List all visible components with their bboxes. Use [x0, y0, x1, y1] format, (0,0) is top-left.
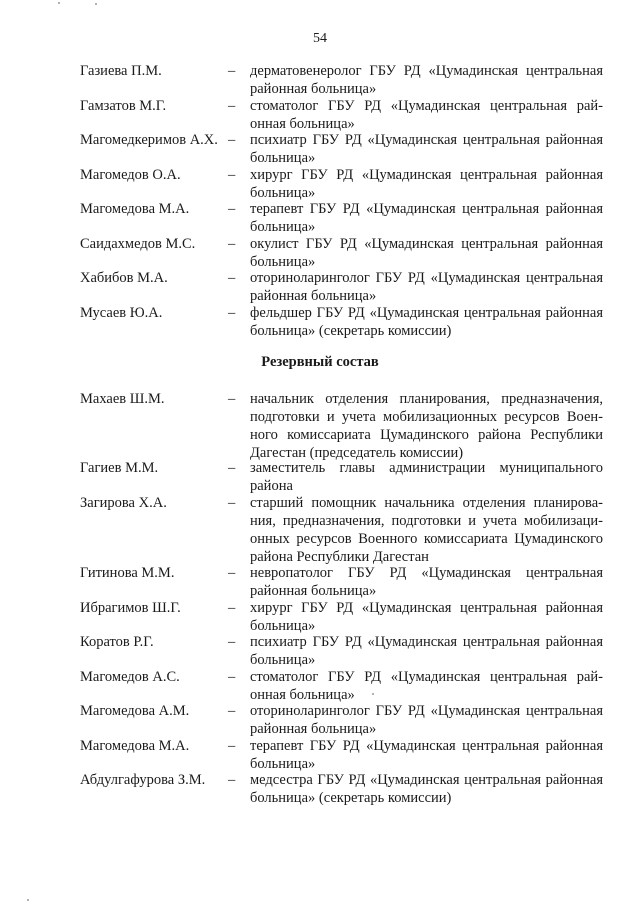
dash-separator: –: [228, 270, 236, 286]
scan-speck: [95, 3, 97, 5]
member-role: заместитель главы администрации муниципального района: [250, 460, 603, 494]
dash-separator: –: [228, 634, 236, 650]
member-name: Магомедова А.М.: [80, 703, 190, 719]
member-role: терапевт ГБУ РД «Цумадинская центральная районная больница»: [250, 738, 603, 772]
member-role: стоматолог ГБУ РД «Цумадинская центральная районная больница»: [250, 669, 603, 703]
member-name: Хабибов М.А.: [80, 270, 168, 286]
dash-separator: –: [228, 565, 236, 581]
dash-separator: –: [228, 669, 236, 685]
member-role: хирург ГБУ РД «Цумадинская центральная районная больница»: [250, 167, 603, 201]
member-role: окулист ГБУ РД «Цумадинская центральная районная больница»: [250, 236, 603, 270]
member-name: Махаев Ш.М.: [80, 391, 165, 407]
dash-separator: –: [228, 391, 236, 407]
dash-separator: –: [228, 460, 236, 476]
dash-separator: –: [228, 772, 236, 788]
member-name: Магомедова М.А.: [80, 738, 190, 754]
member-name: Гитинова М.М.: [80, 565, 175, 581]
section-title-reserve: Резервный состав: [261, 354, 379, 370]
member-name: Ибрагимов Ш.Г.: [80, 600, 181, 616]
member-role: терапевт ГБУ РД «Цумадинская центральная районная больница»: [250, 201, 603, 235]
member-role: дерматовенеролог ГБУ РД «Цумадинская центральная районная больница»: [250, 63, 603, 97]
dash-separator: –: [228, 201, 236, 217]
member-name: Коратов Р.Г.: [80, 634, 154, 650]
member-name: Магомедова М.А.: [80, 201, 190, 217]
member-role: старший помощник начальника отделения планирования, предназначения, подготовки и учета мобилизационных ресурсов Военного комиссариата Цумадинского района Республики Дагестан: [250, 495, 603, 565]
member-name: Загирова Х.А.: [80, 495, 167, 511]
dash-separator: –: [228, 738, 236, 754]
member-role: фельдшер ГБУ РД «Цумадинская центральная районная больница» (секретарь комиссии): [250, 305, 603, 339]
member-name: Магомедов А.С.: [80, 669, 180, 685]
member-role: медсестра ГБУ РД «Цумадинская центральная районная больница» (секретарь комиссии): [250, 772, 603, 806]
scan-speck: [58, 2, 60, 4]
dash-separator: –: [228, 98, 236, 114]
member-name: Саидахмедов М.С.: [80, 236, 196, 252]
dash-separator: –: [228, 495, 236, 511]
dash-separator: –: [228, 167, 236, 183]
member-name: Магомедов О.А.: [80, 167, 181, 183]
member-name: Мусаев Ю.А.: [80, 305, 163, 321]
member-role: оториноларинголог ГБУ РД «Цумадинская центральная районная больница»: [250, 703, 603, 737]
member-role: хирург ГБУ РД «Цумадинская центральная районная больница»: [250, 600, 603, 634]
member-role: стоматолог ГБУ РД «Цумадинская центральная районная больница»: [250, 98, 603, 132]
member-role: невропатолог ГБУ РД «Цумадинская центральная районная больница»: [250, 565, 603, 599]
member-role: начальник отделения планирования, предназначения, подготовки и учета мобилизационных ресурсов Военного комиссариата Цумадинского района Республики Дагестан (председатель комиссии): [250, 391, 603, 461]
member-role: психиатр ГБУ РД «Цумадинская центральная районная больница»: [250, 132, 603, 166]
member-role: оториноларинголог ГБУ РД «Цумадинская центральная районная больница»: [250, 270, 603, 304]
member-name: Абдулгафурова З.М.: [80, 772, 206, 788]
dash-separator: –: [228, 132, 236, 148]
dash-separator: –: [228, 703, 236, 719]
scan-speck: [372, 693, 374, 695]
member-role: психиатр ГБУ РД «Цумадинская центральная районная больница»: [250, 634, 603, 668]
member-name: Газиева П.М.: [80, 63, 162, 79]
dash-separator: –: [228, 63, 236, 79]
member-name: Гамзатов М.Г.: [80, 98, 167, 114]
member-name: Гагиев М.М.: [80, 460, 159, 476]
member-name: Магомедкеримов А.Х.: [80, 132, 218, 148]
dash-separator: –: [228, 600, 236, 616]
dash-separator: –: [228, 236, 236, 252]
dash-separator: –: [228, 305, 236, 321]
scan-speck: [27, 899, 29, 901]
page-number: 54: [313, 31, 327, 46]
